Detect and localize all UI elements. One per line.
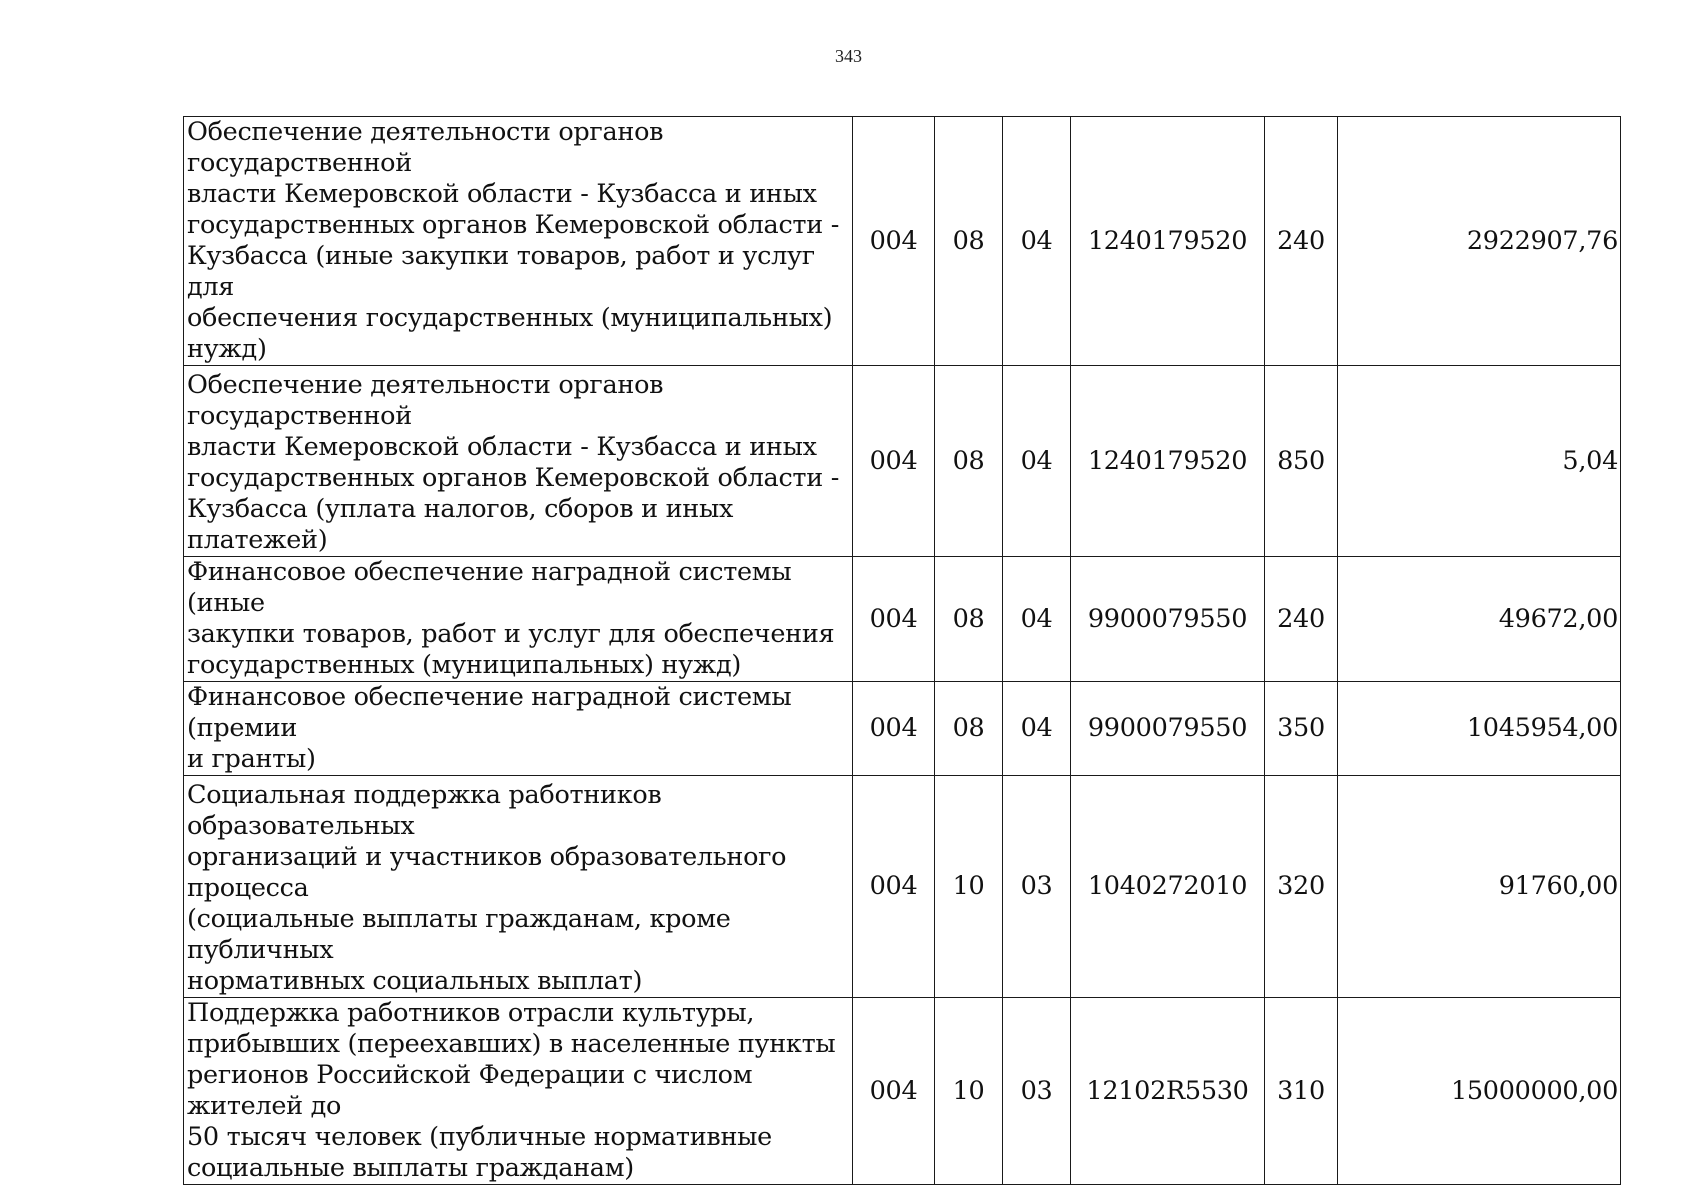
- amount: 91760,00: [1338, 776, 1621, 998]
- table-row: [184, 998, 1621, 1185]
- amount: 49672,00: [1338, 557, 1621, 682]
- grbs-code: 004: [853, 682, 935, 776]
- table-row: [184, 366, 1621, 557]
- description-line: Поддержка работников отрасли культуры,: [187, 998, 755, 1028]
- subsection-code: 04: [1003, 117, 1071, 366]
- description-line: нужд): [187, 334, 267, 364]
- expense-type-code: 350: [1265, 682, 1338, 776]
- description-line: Финансовое обеспечение наградной системы (иные: [187, 557, 792, 618]
- budget-table: [183, 116, 1621, 1185]
- description-line: государственных органов Кемеровской области -: [187, 210, 840, 240]
- subsection-code: 04: [1003, 366, 1071, 557]
- table-row: [184, 117, 1621, 366]
- description-line: Обеспечение деятельности органов государственной: [187, 370, 664, 431]
- table-row: [184, 776, 1621, 998]
- row-description: [184, 682, 853, 776]
- description-line: Социальная поддержка работников образовательных: [187, 780, 662, 841]
- subsection-code: 03: [1003, 776, 1071, 998]
- target-article-code: 12102R5530: [1071, 998, 1265, 1185]
- description-line: (социальные выплаты гражданам, кроме публичных: [187, 904, 731, 965]
- description-line: и гранты): [187, 744, 316, 774]
- target-article-code: 1040272010: [1071, 776, 1265, 998]
- expense-type-code: 850: [1265, 366, 1338, 557]
- amount: 2922907,76: [1338, 117, 1621, 366]
- target-article-code: 1240179520: [1071, 117, 1265, 366]
- section-code: 10: [935, 998, 1003, 1185]
- description-line: Кузбасса (уплата налогов, сборов и иных платежей): [187, 494, 734, 555]
- description-line: закупки товаров, работ и услуг для обеспечения: [187, 619, 835, 649]
- target-article-code: 1240179520: [1071, 366, 1265, 557]
- expense-type-code: 240: [1265, 117, 1338, 366]
- subsection-code: 03: [1003, 998, 1071, 1185]
- subsection-code: 04: [1003, 682, 1071, 776]
- amount: 1045954,00: [1338, 682, 1621, 776]
- description-line: Финансовое обеспечение наградной системы (премии: [187, 682, 792, 743]
- row-description: [184, 776, 853, 998]
- grbs-code: 004: [853, 117, 935, 366]
- expense-type-code: 240: [1265, 557, 1338, 682]
- target-article-code: 9900079550: [1071, 682, 1265, 776]
- section-code: 08: [935, 557, 1003, 682]
- description-line: обеспечения государственных (муниципальных): [187, 303, 833, 333]
- expense-type-code: 320: [1265, 776, 1338, 998]
- description-line: государственных (муниципальных) нужд): [187, 650, 742, 680]
- amount: 5,04: [1338, 366, 1621, 557]
- description-line: нормативных социальных выплат): [187, 966, 643, 996]
- table-row: [184, 682, 1621, 776]
- description-line: организаций и участников образовательного процесса: [187, 842, 787, 903]
- section-code: 10: [935, 776, 1003, 998]
- grbs-code: 004: [853, 366, 935, 557]
- description-line: 50 тысяч человек (публичные нормативные: [187, 1122, 772, 1152]
- row-description: [184, 557, 853, 682]
- description-line: Обеспечение деятельности органов государственной: [187, 117, 664, 178]
- section-code: 08: [935, 366, 1003, 557]
- subsection-code: 04: [1003, 557, 1071, 682]
- table-row: [184, 557, 1621, 682]
- row-description: [184, 366, 853, 557]
- description-line: власти Кемеровской области - Кузбасса и иных: [187, 432, 817, 462]
- description-line: регионов Российской Федерации с числом жителей до: [187, 1060, 753, 1121]
- page-number: 343: [835, 46, 862, 66]
- section-code: 08: [935, 117, 1003, 366]
- amount: 15000000,00: [1338, 998, 1621, 1185]
- section-code: 08: [935, 682, 1003, 776]
- grbs-code: 004: [853, 557, 935, 682]
- description-line: прибывших (переехавших) в населенные пункты: [187, 1029, 836, 1059]
- grbs-code: 004: [853, 998, 935, 1185]
- target-article-code: 9900079550: [1071, 557, 1265, 682]
- grbs-code: 004: [853, 776, 935, 998]
- row-description: [184, 998, 853, 1185]
- expense-type-code: 310: [1265, 998, 1338, 1185]
- description-line: социальные выплаты гражданам): [187, 1153, 634, 1183]
- description-line: государственных органов Кемеровской области -: [187, 463, 840, 493]
- description-line: власти Кемеровской области - Кузбасса и иных: [187, 179, 817, 209]
- description-line: Кузбасса (иные закупки товаров, работ и услуг для: [187, 241, 815, 302]
- row-description: [184, 117, 853, 366]
